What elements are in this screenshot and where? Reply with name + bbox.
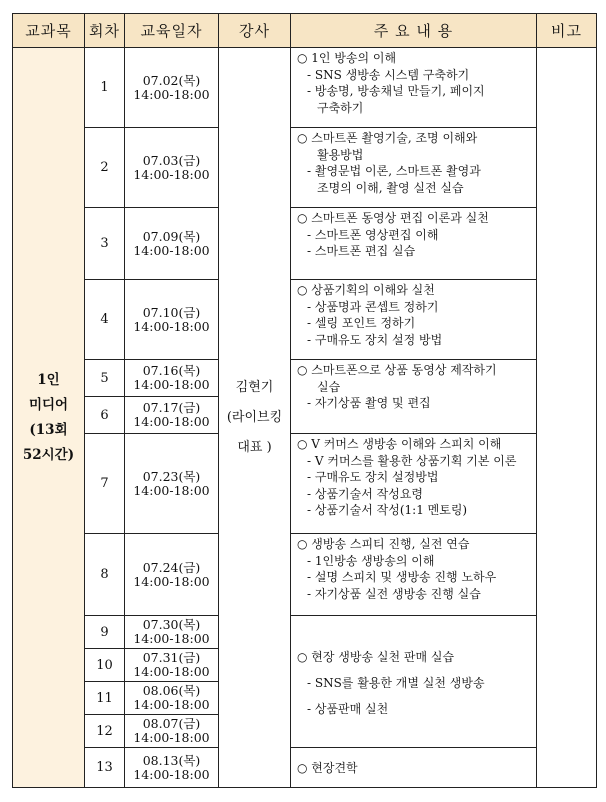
session-date: [125, 649, 219, 682]
session-date: [125, 715, 219, 748]
subject-line: 미디어: [28, 396, 69, 413]
session-date: [125, 397, 219, 434]
subject-line: (13회: [29, 421, 68, 438]
table-row: [13, 616, 597, 649]
time-text: 14:00-18:00: [133, 318, 210, 334]
table-row: [13, 534, 597, 616]
date-text: 07.02(목): [142, 72, 201, 88]
table-row: [13, 48, 597, 128]
content-line: 활용방법: [317, 147, 364, 162]
schedule-table: [12, 13, 597, 788]
table-row: [13, 748, 597, 788]
header-content: 주 요 내 용: [291, 14, 537, 48]
content-line: - 상품명과 콘셉트 정하기: [307, 299, 439, 314]
content-cell: [291, 748, 537, 788]
content-line: ○ 스마트폰 촬영기술, 조명 이해와: [297, 131, 478, 145]
content-line: - V 커머스를 활용한 상품기획 기본 이론: [307, 453, 517, 468]
session-date: [125, 48, 219, 128]
table-row: [13, 280, 597, 360]
content-line: ○ V 커머스 생방송 이해와 스피치 이해: [297, 437, 502, 451]
date-text: 08.13(목): [142, 752, 201, 768]
header-row: [13, 14, 597, 48]
table-row: [13, 128, 597, 208]
date-text: 07.09(목): [142, 228, 201, 244]
session-number: 5: [85, 360, 125, 397]
content-line: - 구매유도 장치 설정 방법: [307, 332, 443, 347]
session-number: 10: [85, 649, 125, 682]
session-number: 4: [85, 280, 125, 360]
content-cell: [291, 208, 537, 280]
date-text: 07.16(목): [142, 363, 201, 378]
content-line: 구축하기: [317, 100, 364, 115]
session-number: 12: [85, 715, 125, 748]
content-cell: [291, 280, 537, 360]
time-text: 14:00-18:00: [133, 664, 210, 679]
content-line: ○ 현장견학: [297, 761, 358, 776]
content-cell: [291, 128, 537, 208]
content-line: 실습: [317, 379, 341, 394]
content-line: - 구매유도 장치 설정방법: [307, 470, 439, 484]
session-date: [125, 360, 219, 397]
table-row: [13, 360, 597, 397]
time-text: 14:00-18:00: [133, 482, 210, 498]
time-text: 14:00-18:00: [133, 86, 210, 102]
header-instructor: 강사: [219, 14, 291, 48]
remark-cell: [537, 48, 597, 788]
content-cell: [291, 360, 537, 434]
date-text: 08.06(목): [142, 683, 201, 698]
subject-cell: [13, 48, 85, 788]
session-number: 2: [85, 128, 125, 208]
content-line: - 촬영문법 이론, 스마트폰 촬영과: [307, 164, 481, 178]
time-text: 14:00-18:00: [133, 697, 210, 712]
content-line: - 셀링 포인트 정하기: [307, 316, 416, 330]
session-number: 1: [85, 48, 125, 128]
content-line: ○ 스마트폰 동영상 편집 이론과 실천: [297, 211, 489, 225]
instructor-line: 김현기: [235, 379, 274, 395]
content-line: - SNS를 활용한 개별 실천 생방송: [307, 675, 485, 690]
content-line: ○ 현장 생방송 실천 판매 실습: [297, 649, 455, 664]
session-date: [125, 128, 219, 208]
session-date: [125, 682, 219, 715]
instructor-line: 대표 ): [237, 439, 272, 455]
date-text: 08.07(금): [142, 716, 201, 731]
header-remark: 비고: [537, 14, 597, 48]
time-text: 14:00-18:00: [133, 377, 210, 392]
date-text: 07.23(목): [142, 468, 201, 484]
date-text: 07.10(금): [142, 304, 201, 320]
date-text: 07.24(금): [142, 559, 201, 575]
content-cell: [291, 534, 537, 616]
content-line: - 1인방송 생방송의 이해: [307, 553, 435, 568]
content-line: ○ 상품기획의 이해와 실천: [297, 283, 435, 297]
content-cell: [291, 434, 537, 534]
session-number: 13: [85, 748, 125, 788]
date-text: 07.31(금): [142, 650, 201, 665]
content-line: ○ 스마트폰으로 상품 동영상 제작하기: [297, 363, 497, 377]
content-line: - SNS 생방송 시스템 구축하기: [307, 67, 470, 82]
session-date: [125, 434, 219, 534]
header-subject: 교과목: [13, 14, 85, 48]
content-line: - 스마트폰 편집 실습: [307, 244, 416, 258]
header-session: 회차: [85, 14, 125, 48]
session-date: [125, 534, 219, 616]
content-line: - 상품판매 실천: [307, 701, 389, 716]
session-number: 11: [85, 682, 125, 715]
session-number: 6: [85, 397, 125, 434]
session-number: 9: [85, 616, 125, 649]
date-text: 07.30(목): [142, 617, 201, 632]
header-date: 교육일자: [125, 14, 219, 48]
time-text: 14:00-18:00: [133, 766, 210, 782]
session-date: [125, 208, 219, 280]
content-line: - 상품기술서 작성요령: [307, 486, 424, 501]
content-line: - 자기상품 촬영 및 편집: [307, 396, 431, 410]
content-cell: [291, 616, 537, 748]
content-line: - 상품기술서 작성(1:1 멘토링): [307, 503, 468, 517]
time-text: 14:00-18:00: [133, 166, 210, 182]
content-line: - 스마트폰 영상편집 이해: [307, 227, 439, 242]
instructor-cell: [219, 48, 291, 788]
time-text: 14:00-18:00: [133, 730, 210, 745]
session-number: 3: [85, 208, 125, 280]
content-line: 조명의 이해, 촬영 실전 실습: [317, 180, 464, 195]
subject-line: 52시간): [22, 446, 75, 463]
table-row: [13, 208, 597, 280]
instructor-line: (라이브킹: [226, 409, 283, 425]
table-row: [13, 434, 597, 534]
date-text: 07.17(금): [142, 400, 201, 415]
subject-line: 1인: [37, 371, 60, 388]
session-number: 7: [85, 434, 125, 534]
time-text: 14:00-18:00: [133, 414, 210, 429]
session-date: [125, 616, 219, 649]
content-line: ○ 생방송 스피티 진행, 실전 연습: [297, 537, 470, 551]
time-text: 14:00-18:00: [133, 242, 210, 258]
session-date: [125, 280, 219, 360]
content-line: - 자기상품 실전 생방송 진행 실습: [307, 586, 481, 601]
content-line: ○ 1인 방송의 이해: [297, 51, 397, 65]
session-date: [125, 748, 219, 788]
session-number: 8: [85, 534, 125, 616]
content-cell: [291, 48, 537, 128]
date-text: 07.03(금): [142, 152, 201, 168]
content-line: - 설명 스피치 및 생방송 진행 노하우: [307, 570, 497, 584]
time-text: 14:00-18:00: [133, 631, 210, 646]
content-line: - 방송명, 방송채널 만들기, 페이지: [307, 84, 485, 98]
time-text: 14:00-18:00: [133, 573, 210, 589]
